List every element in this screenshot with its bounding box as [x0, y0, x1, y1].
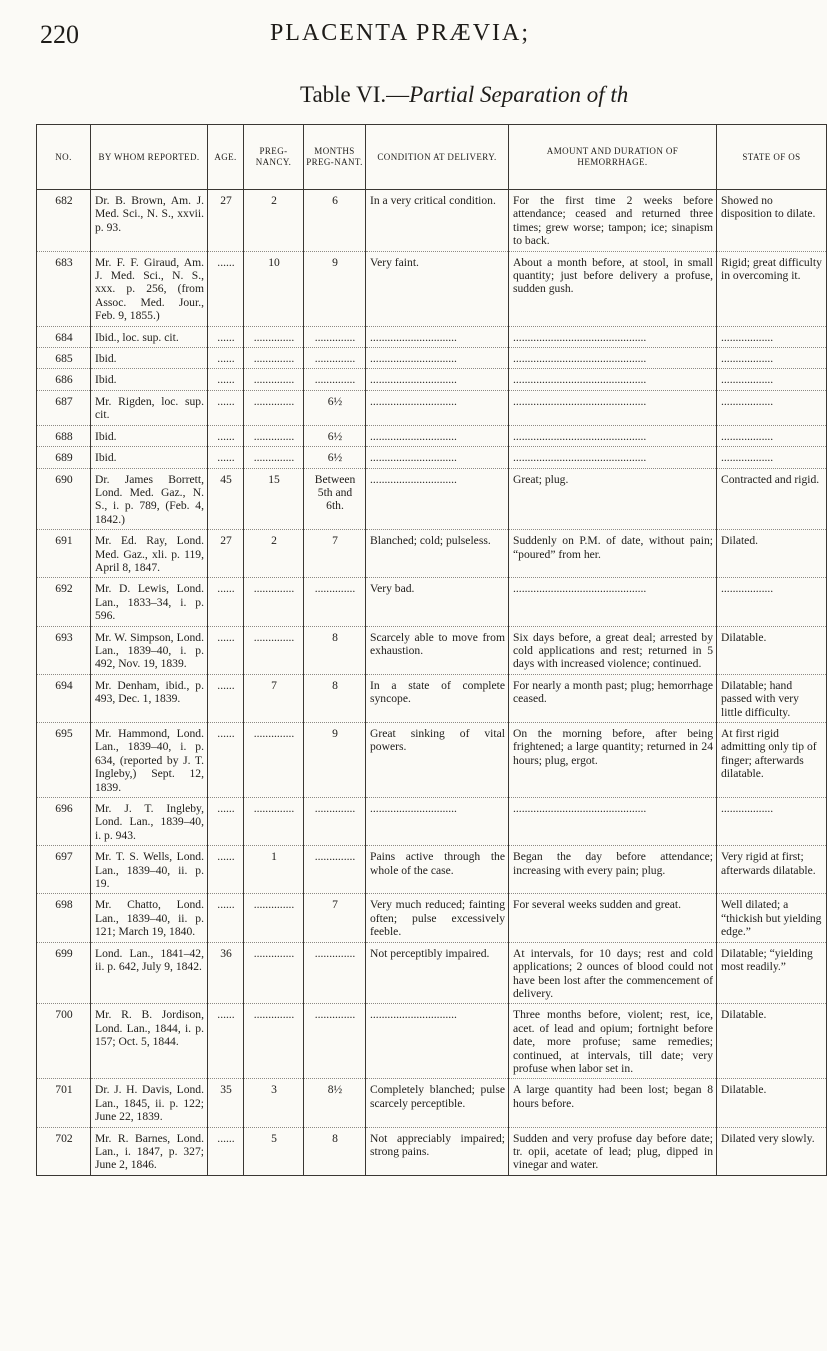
cell-os: Contracted and rigid.	[717, 468, 827, 530]
cell-pregnancy: ..............	[244, 326, 304, 347]
cell-hemorrhage: Suddenly on P.M. of date, without pain; “poured” from her.	[509, 530, 717, 578]
cell-pregnancy: 15	[244, 468, 304, 530]
cell-hemorrhage: Six days before, a great deal; arrested by cold applications and rest; returned in 5 days with increased violence; continued.	[509, 626, 717, 674]
cell-age: ......	[208, 1004, 244, 1079]
cell-months: 8	[304, 674, 366, 722]
table-row	[37, 723, 827, 798]
cell-reporter: Ibid.	[91, 425, 208, 446]
cell-reporter: Ibid.	[91, 447, 208, 468]
cell-os: Dilated very slowly.	[717, 1127, 827, 1175]
cell-age: 27	[208, 190, 244, 252]
table-row	[37, 1079, 827, 1127]
cell-pregnancy: ..............	[244, 1004, 304, 1079]
table-row	[37, 626, 827, 674]
cell-months: ..............	[304, 369, 366, 390]
cell-os: Dilatable.	[717, 626, 827, 674]
cell-reporter: Dr. J. H. Davis, Lond. Lan., 1845, ii. p. 122; June 22, 1839.	[91, 1079, 208, 1127]
col-header-reporter: BY WHOM REPORTED.	[91, 125, 208, 190]
table-row	[37, 251, 827, 326]
cell-hemorrhage: About a month before, at stool, in small quantity; just before delivery a profuse, sudden gush.	[509, 251, 717, 326]
cell-pregnancy: 3	[244, 1079, 304, 1127]
table-row	[37, 348, 827, 369]
cell-condition: Very faint.	[366, 251, 509, 326]
cell-hemorrhage: ..............................................	[509, 798, 717, 846]
cell-age: 36	[208, 942, 244, 1004]
cell-age: ......	[208, 251, 244, 326]
table-row	[37, 447, 827, 468]
cell-months: 6½	[304, 447, 366, 468]
col-header-months: MONTHS PREG-NANT.	[304, 125, 366, 190]
cell-pregnancy: 5	[244, 1127, 304, 1175]
data-table	[36, 124, 827, 1176]
cell-reporter: Mr. R. Barnes, Lond. Lan., i. 1847, p. 327; June 2, 1846.	[91, 1127, 208, 1175]
cell-os: Rigid; great difficulty in overcoming it.	[717, 251, 827, 326]
cell-no: 694	[37, 674, 91, 722]
cell-condition: Pains active through the whole of the case.	[366, 846, 509, 894]
cell-hemorrhage: For the first time 2 weeks before attendance; ceased and returned three times; grew worse; tampon; ice; sinapism to back.	[509, 190, 717, 252]
cell-pregnancy: ..............	[244, 425, 304, 446]
cell-no: 695	[37, 723, 91, 798]
cell-condition: ..............................	[366, 348, 509, 369]
cell-os: Showed no disposition to dilate.	[717, 190, 827, 252]
cell-os: ..................	[717, 326, 827, 347]
cell-age: ......	[208, 578, 244, 626]
cell-reporter: Ibid.	[91, 369, 208, 390]
cell-reporter: Ibid., loc. sup. cit.	[91, 326, 208, 347]
table-body	[37, 190, 827, 1176]
cell-age: ......	[208, 723, 244, 798]
cell-os: ..................	[717, 348, 827, 369]
cell-months: 6½	[304, 390, 366, 425]
cell-months: Between 5th and 6th.	[304, 468, 366, 530]
cell-months: ..............	[304, 326, 366, 347]
cell-no: 697	[37, 846, 91, 894]
cell-pregnancy: ..............	[244, 894, 304, 942]
table-row	[37, 798, 827, 846]
cell-hemorrhage: Began the day before attendance; increasing with every pain; plug.	[509, 846, 717, 894]
cell-os: Dilated.	[717, 530, 827, 578]
cell-months: ..............	[304, 942, 366, 1004]
col-header-no: NO.	[37, 125, 91, 190]
cell-condition: ..............................	[366, 1004, 509, 1079]
cell-condition: Not perceptibly impaired.	[366, 942, 509, 1004]
header-row	[37, 125, 827, 190]
cell-no: 699	[37, 942, 91, 1004]
cell-months: 9	[304, 723, 366, 798]
cell-no: 690	[37, 468, 91, 530]
cell-months: 8½	[304, 1079, 366, 1127]
cell-age: ......	[208, 798, 244, 846]
cell-reporter: Dr. James Borrett, Lond. Med. Gaz., N. S., i. p. 789, (Feb. 4, 1842.)	[91, 468, 208, 530]
cell-os: ..................	[717, 447, 827, 468]
caption-title: Partial Separation of th	[409, 82, 629, 107]
table-row	[37, 530, 827, 578]
cell-reporter: Mr. Ed. Ray, Lond. Med. Gaz., xli. p. 119, April 8, 1847.	[91, 530, 208, 578]
cell-hemorrhage: Great; plug.	[509, 468, 717, 530]
cell-months: ..............	[304, 348, 366, 369]
cell-no: 691	[37, 530, 91, 578]
col-header-condition: CONDITION AT DELIVERY.	[366, 125, 509, 190]
cell-age: ......	[208, 390, 244, 425]
cell-months: 8	[304, 1127, 366, 1175]
cell-months: 6	[304, 190, 366, 252]
cell-hemorrhage: ..............................................	[509, 390, 717, 425]
cell-no: 692	[37, 578, 91, 626]
cell-condition: ..............................	[366, 798, 509, 846]
cell-pregnancy: 10	[244, 251, 304, 326]
cell-condition: ..............................	[366, 369, 509, 390]
cell-months: ..............	[304, 578, 366, 626]
table-row	[37, 1127, 827, 1175]
table-row	[37, 190, 827, 252]
table-row	[37, 425, 827, 446]
cell-months: 9	[304, 251, 366, 326]
table-row	[37, 1004, 827, 1079]
table-row	[37, 674, 827, 722]
table-row	[37, 578, 827, 626]
cell-condition: ..............................	[366, 390, 509, 425]
table-row	[37, 942, 827, 1004]
col-header-age: AGE.	[208, 125, 244, 190]
cell-reporter: Dr. B. Brown, Am. J. Med. Sci., N. S., xxvii. p. 93.	[91, 190, 208, 252]
cell-hemorrhage: Three months before, violent; rest, ice, acet. of lead and opium; fortnight before date, more profuse; same remedies; continued, at intervals, till date; very profuse when labor set in.	[509, 1004, 717, 1079]
cell-no: 693	[37, 626, 91, 674]
cell-condition: Blanched; cold; pulseless.	[366, 530, 509, 578]
cell-os: Dilatable.	[717, 1079, 827, 1127]
table-row	[37, 326, 827, 347]
cell-age: ......	[208, 1127, 244, 1175]
col-header-pregnancy: PREG-NANCY.	[244, 125, 304, 190]
cell-condition: In a state of complete syncope.	[366, 674, 509, 722]
cell-hemorrhage: ..............................................	[509, 348, 717, 369]
cell-condition: ..............................	[366, 468, 509, 530]
cell-months: 7	[304, 530, 366, 578]
cell-condition: ..............................	[366, 425, 509, 446]
cell-months: ..............	[304, 798, 366, 846]
cell-age: 35	[208, 1079, 244, 1127]
col-header-hemorrhage: AMOUNT AND DURATION OF HEMORRHAGE.	[509, 125, 717, 190]
cell-no: 687	[37, 390, 91, 425]
cell-no: 689	[37, 447, 91, 468]
cell-no: 686	[37, 369, 91, 390]
cell-pregnancy: ..............	[244, 369, 304, 390]
cell-os: At first rigid admitting only tip of finger; afterwards dilatable.	[717, 723, 827, 798]
cell-condition: Scarcely able to move from exhaustion.	[366, 626, 509, 674]
cell-condition: Great sinking of vital powers.	[366, 723, 509, 798]
cell-no: 701	[37, 1079, 91, 1127]
cell-condition: ..............................	[366, 447, 509, 468]
cell-os: ..................	[717, 798, 827, 846]
cell-no: 698	[37, 894, 91, 942]
table-caption	[300, 82, 628, 108]
cell-condition: Completely blanched; pulse scarcely perceptible.	[366, 1079, 509, 1127]
cell-age: ......	[208, 674, 244, 722]
cell-age: ......	[208, 348, 244, 369]
table-row	[37, 369, 827, 390]
cell-hemorrhage: Sudden and very profuse day before date; tr. opii, acetate of lead; plug, dipped in vinegar and water.	[509, 1127, 717, 1175]
table-row	[37, 894, 827, 942]
cell-condition: ..............................	[366, 326, 509, 347]
cell-no: 684	[37, 326, 91, 347]
table-container	[36, 124, 822, 1176]
cell-hemorrhage: At intervals, for 10 days; rest and cold applications; 2 ounces of blood could not have been lost after the commencement of delivery.	[509, 942, 717, 1004]
cell-hemorrhage: A large quantity had been lost; began 8 hours before.	[509, 1079, 717, 1127]
cell-hemorrhage: For several weeks sudden and great.	[509, 894, 717, 942]
cell-condition: Very much reduced; fainting often; pulse excessively feeble.	[366, 894, 509, 942]
cell-os: Dilatable.	[717, 1004, 827, 1079]
cell-reporter: Ibid.	[91, 348, 208, 369]
cell-pregnancy: 2	[244, 190, 304, 252]
running-head: PLACENTA PRÆVIA;	[269, 20, 531, 46]
cell-pregnancy: ..............	[244, 348, 304, 369]
cell-os: ..................	[717, 578, 827, 626]
cell-reporter: Mr. D. Lewis, Lond. Lan., 1833–34, i. p. 596.	[91, 578, 208, 626]
cell-pregnancy: 2	[244, 530, 304, 578]
cell-os: ..................	[717, 369, 827, 390]
cell-age: ......	[208, 894, 244, 942]
cell-condition: Very bad.	[366, 578, 509, 626]
cell-pregnancy: ..............	[244, 390, 304, 425]
cell-reporter: Mr. Denham, ibid., p. 493, Dec. 1, 1839.	[91, 674, 208, 722]
cell-no: 685	[37, 348, 91, 369]
cell-hemorrhage: For nearly a month past; plug; hemorrhage ceased.	[509, 674, 717, 722]
table-row	[37, 390, 827, 425]
cell-os: ..................	[717, 390, 827, 425]
cell-no: 702	[37, 1127, 91, 1175]
cell-age: ......	[208, 326, 244, 347]
cell-hemorrhage: ..............................................	[509, 447, 717, 468]
cell-reporter: Mr. F. F. Giraud, Am. J. Med. Sci., N. S., xxx. p. 256, (from Assoc. Med. Jour., Feb. 9, 1855.)	[91, 251, 208, 326]
cell-hemorrhage: ..............................................	[509, 425, 717, 446]
cell-reporter: Mr. Rigden, loc. sup. cit.	[91, 390, 208, 425]
cell-os: Very rigid at first; afterwards dilatable.	[717, 846, 827, 894]
cell-os: ..................	[717, 425, 827, 446]
cell-reporter: Mr. T. S. Wells, Lond. Lan., 1839–40, ii. p. 19.	[91, 846, 208, 894]
cell-reporter: Lond. Lan., 1841–42, ii. p. 642, July 9, 1842.	[91, 942, 208, 1004]
cell-no: 682	[37, 190, 91, 252]
cell-months: ..............	[304, 846, 366, 894]
cell-reporter: Mr. R. B. Jordison, Lond. Lan., 1844, i. p. 157; Oct. 5, 1844.	[91, 1004, 208, 1079]
cell-hemorrhage: ..............................................	[509, 326, 717, 347]
cell-pregnancy: ..............	[244, 723, 304, 798]
cell-months: ..............	[304, 1004, 366, 1079]
cell-no: 700	[37, 1004, 91, 1079]
cell-months: 7	[304, 894, 366, 942]
cell-months: 8	[304, 626, 366, 674]
cell-reporter: Mr. Chatto, Lond. Lan., 1839–40, ii. p. 121; March 19, 1840.	[91, 894, 208, 942]
col-header-os: STATE OF OS	[717, 125, 827, 190]
cell-age: ......	[208, 369, 244, 390]
cell-age: ......	[208, 447, 244, 468]
cell-pregnancy: ..............	[244, 942, 304, 1004]
cell-hemorrhage: ..............................................	[509, 578, 717, 626]
cell-pregnancy: ..............	[244, 798, 304, 846]
cell-condition: Not appreciably impaired; strong pains.	[366, 1127, 509, 1175]
caption-prefix: Table VI.—	[300, 82, 410, 107]
cell-age: ......	[208, 425, 244, 446]
cell-age: 27	[208, 530, 244, 578]
cell-os: Dilatable; “yielding most readily.”	[717, 942, 827, 1004]
cell-pregnancy: 7	[244, 674, 304, 722]
cell-reporter: Mr. J. T. Ingleby, Lond. Lan., 1839–40, i. p. 943.	[91, 798, 208, 846]
cell-reporter: Mr. W. Simpson, Lond. Lan., 1839–40, i. p. 492, Nov. 19, 1839.	[91, 626, 208, 674]
cell-no: 688	[37, 425, 91, 446]
cell-no: 696	[37, 798, 91, 846]
cell-age: ......	[208, 846, 244, 894]
cell-months: 6½	[304, 425, 366, 446]
cell-os: Dilatable; hand passed with very little difficulty.	[717, 674, 827, 722]
cell-age: 45	[208, 468, 244, 530]
cell-pregnancy: ..............	[244, 447, 304, 468]
cell-no: 683	[37, 251, 91, 326]
cell-reporter: Mr. Hammond, Lond. Lan., 1839–40, i. p. 634, (reported by J. T. Ingleby,) Sept. 12, 1839.	[91, 723, 208, 798]
cell-age: ......	[208, 626, 244, 674]
table-row	[37, 846, 827, 894]
cell-pregnancy: ..............	[244, 578, 304, 626]
table-row	[37, 468, 827, 530]
page-number: 220	[40, 20, 79, 49]
cell-pregnancy: 1	[244, 846, 304, 894]
cell-pregnancy: ..............	[244, 626, 304, 674]
cell-os: Well dilated; a “thickish but yielding edge.”	[717, 894, 827, 942]
cell-hemorrhage: ..............................................	[509, 369, 717, 390]
cell-hemorrhage: On the morning before, after being frightened; a large quantity; returned in 24 hours; plug, ergot.	[509, 723, 717, 798]
cell-condition: In a very critical condition.	[366, 190, 509, 252]
